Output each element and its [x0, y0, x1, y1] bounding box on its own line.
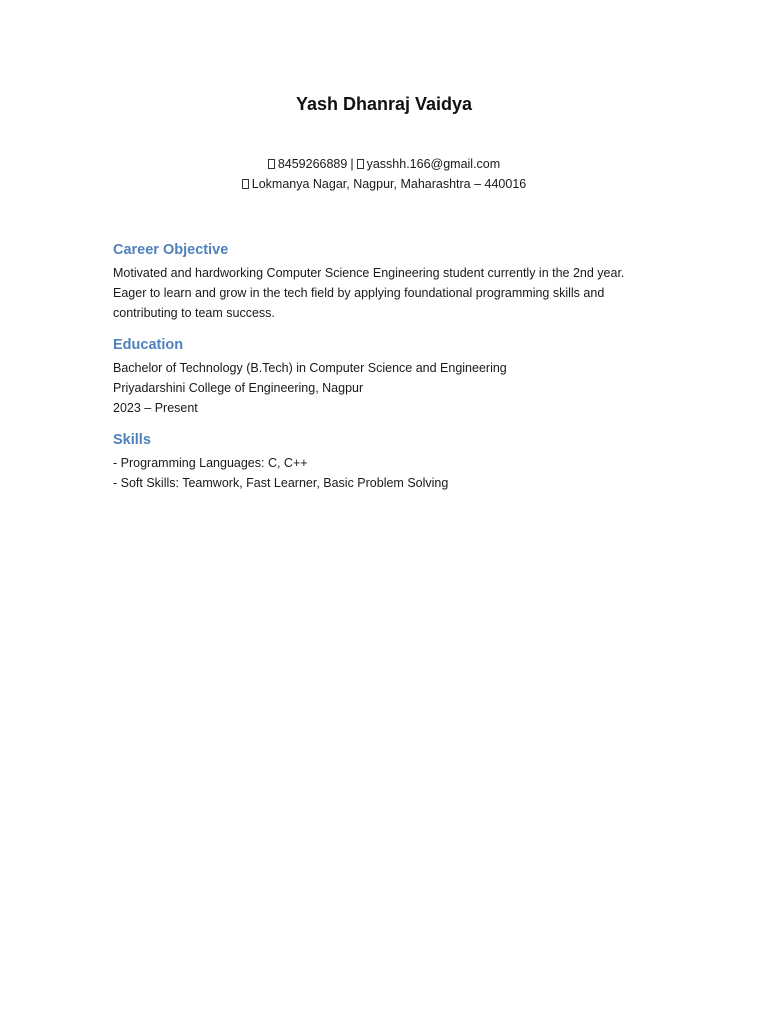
address: Lokmanya Nagar, Nagpur, Maharashtra – 440016 — [251, 177, 527, 191]
resume-body — [113, 240, 653, 505]
section-title-skills: Skills — [113, 432, 151, 448]
skill-item: - Soft Skills: Teamwork, Fast Learner, Basic Problem Solving — [113, 476, 449, 490]
skills-section — [113, 430, 653, 493]
phone-number: 8459266889 — [277, 157, 348, 171]
skill-item: - Programming Languages: C, C++ — [113, 456, 308, 470]
skills-list — [113, 453, 653, 493]
contact-block — [0, 154, 768, 194]
career-objective-text — [113, 263, 653, 323]
email-icon — [357, 159, 364, 169]
education-years: 2023 – Present — [113, 401, 198, 415]
objective-line: Motivated and hardworking Computer Science Engineering student currently in the 2nd year. — [113, 266, 625, 280]
contact-line-2 — [0, 174, 768, 194]
contact-line-1 — [0, 154, 768, 174]
objective-line: Eager to learn and grow in the tech field by applying foundational programming skills and — [113, 286, 605, 300]
objective-line: contributing to team success. — [113, 306, 275, 320]
candidate-name: Yash Dhanraj Vaidya — [295, 94, 473, 114]
section-title-career-objective: Career Objective — [113, 242, 229, 258]
contact-separator: | — [350, 157, 354, 171]
education-text — [113, 358, 653, 418]
career-objective-section — [113, 240, 653, 323]
phone-icon — [268, 159, 275, 169]
section-title-education: Education — [113, 337, 184, 353]
email-address: yasshh.166@gmail.com — [366, 157, 501, 171]
education-college: Priyadarshini College of Engineering, Nagpur — [113, 381, 364, 395]
education-section — [113, 335, 653, 418]
location-icon — [242, 179, 249, 189]
education-degree: Bachelor of Technology (B.Tech) in Computer Science and Engineering — [113, 361, 507, 375]
